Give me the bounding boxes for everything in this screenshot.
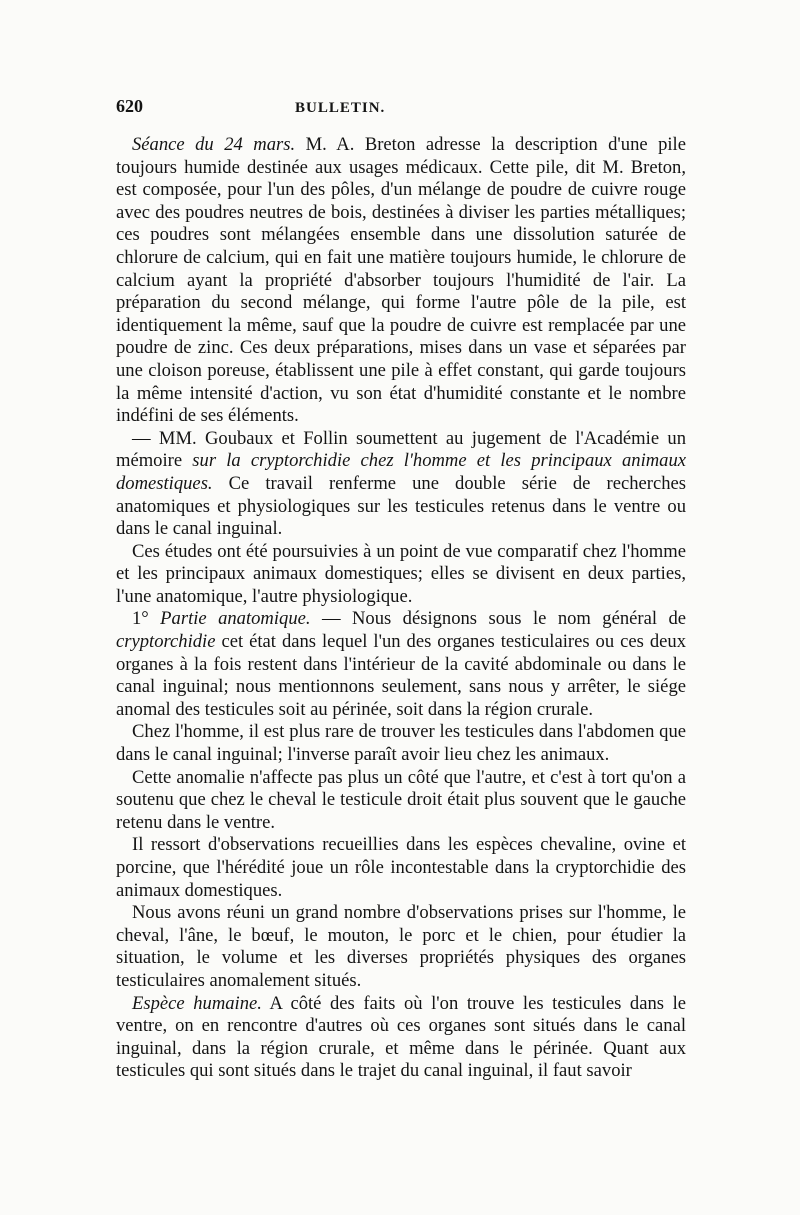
- paragraph-text: — Nous désignons sous le nom général de: [310, 608, 686, 630]
- paragraph-text: Nous avons réuni un grand nombre d'observations prises sur l'homme, le cheval, l'âne, le bœuf, le mouton, le porc et le chien, pour étudier la situation, le volume et les diverses propriétés physiques des organes testiculaires anomalement situés.: [116, 902, 686, 991]
- paragraph-text: Ces études ont été poursuivies à un point de vue comparatif chez l'homme et les principaux animaux domestiques; elles se divisent en deux parties, l'une anatomique, l'autre physiologique.: [116, 540, 686, 607]
- term-cryptorchidie: cryptorchidie: [116, 631, 216, 653]
- paragraph-anomalie: [116, 767, 686, 835]
- paragraph-observations: [116, 902, 686, 992]
- paragraph-text: cet état dans lequel l'un des organes testiculaires ou ces deux organes à la fois restent dans l'intérieur de la cavité abdominale ou dans le canal inguinal; nous mentionnons seulement, sans nous y arrêter, le siége anomal des testicules soit au périnée, soit dans la région crurale.: [116, 631, 686, 720]
- paragraph-memoire: [116, 428, 686, 541]
- paragraph-etudes: [116, 541, 686, 609]
- paragraph-seance: [116, 134, 686, 428]
- session-date: Séance du 24 mars.: [132, 134, 296, 155]
- paragraph-homme: [116, 721, 686, 766]
- paragraph-text: A côté des faits où l'on trouve les testicules dans le ventre, on en rencontre d'autres où ces organes sont situés dans le canal inguinal, dans la région crurale, et même dans le périnée. Quant aux testicules qui sont situés dans le trajet du canal inguinal, il faut savoir: [116, 992, 687, 1082]
- page-header: [116, 96, 686, 126]
- paragraph-text: Ce travail renferme une double série de recherches anatomiques et physiologiques sur les testicules retenus dans le ventre ou dans le canal inguinal.: [116, 472, 686, 540]
- section-heading: Partie anatomique.: [160, 608, 311, 630]
- paragraph-heredite: [116, 834, 686, 902]
- paragraph-text: Il ressort d'observations recueillies dans les espèces chevaline, ovine et porcine, que l'hérédité joue un rôle incontestable dans la cryptorchidie des animaux domestiques.: [116, 834, 686, 901]
- paragraph-espece-humaine: [116, 993, 686, 1083]
- paragraph-text: Chez l'homme, il est plus rare de trouver les testicules dans l'abdomen que dans le canal inguinal; l'inverse paraît avoir lieu chez les animaux.: [116, 721, 686, 766]
- memoir-title: sur la cryptorchidie chez l'homme et les principaux animaux domestiques.: [116, 450, 687, 494]
- document-page: [116, 96, 686, 1083]
- paragraph-text: 1°: [132, 608, 161, 630]
- running-title: BULLETIN.: [295, 100, 386, 116]
- section-heading: Espèce humaine.: [132, 992, 262, 1014]
- paragraph-partie-anatomique: [116, 608, 686, 721]
- paragraph-text: M. A. Breton adresse la description d'une pile toujours humide destinée aux usages médicaux. Cette pile, dit M. Breton, est composée, pour l'un des pôles, d'un mélange de poudre de cuivre rouge avec des poudres neutres de bois, destinées à diviser les parties métalliques; ces poudres sont mélangées ensemble dans une dissolution saturée de chlorure de calcium, qui en fait une matière toujours humide, le chlorure de calcium ayant la propriété d'absorber toujours l'humidité de l'air. La préparation du second mélange, qui forme l'autre pôle de la pile, est identiquement la même, sauf que la poudre de cuivre est remplacée par une poudre de zinc. Ces deux préparations, mises dans un vase et séparées par une cloison poreuse, établissent une pile à effet constant, qui garde toujours la même intensité d'action, vu son état d'humidité constante et le nombre indéfini de ses éléments.: [116, 134, 686, 427]
- paragraph-text: — MM. Goubaux et Follin soumettent au jugement de l'Académie un mémoire: [116, 427, 686, 472]
- page-number: 620: [116, 96, 143, 116]
- paragraph-text: Cette anomalie n'affecte pas plus un côté que l'autre, et c'est à tort qu'on a soutenu que chez le cheval le testicule droit était plus souvent que le gauche retenu dans le ventre.: [116, 766, 686, 833]
